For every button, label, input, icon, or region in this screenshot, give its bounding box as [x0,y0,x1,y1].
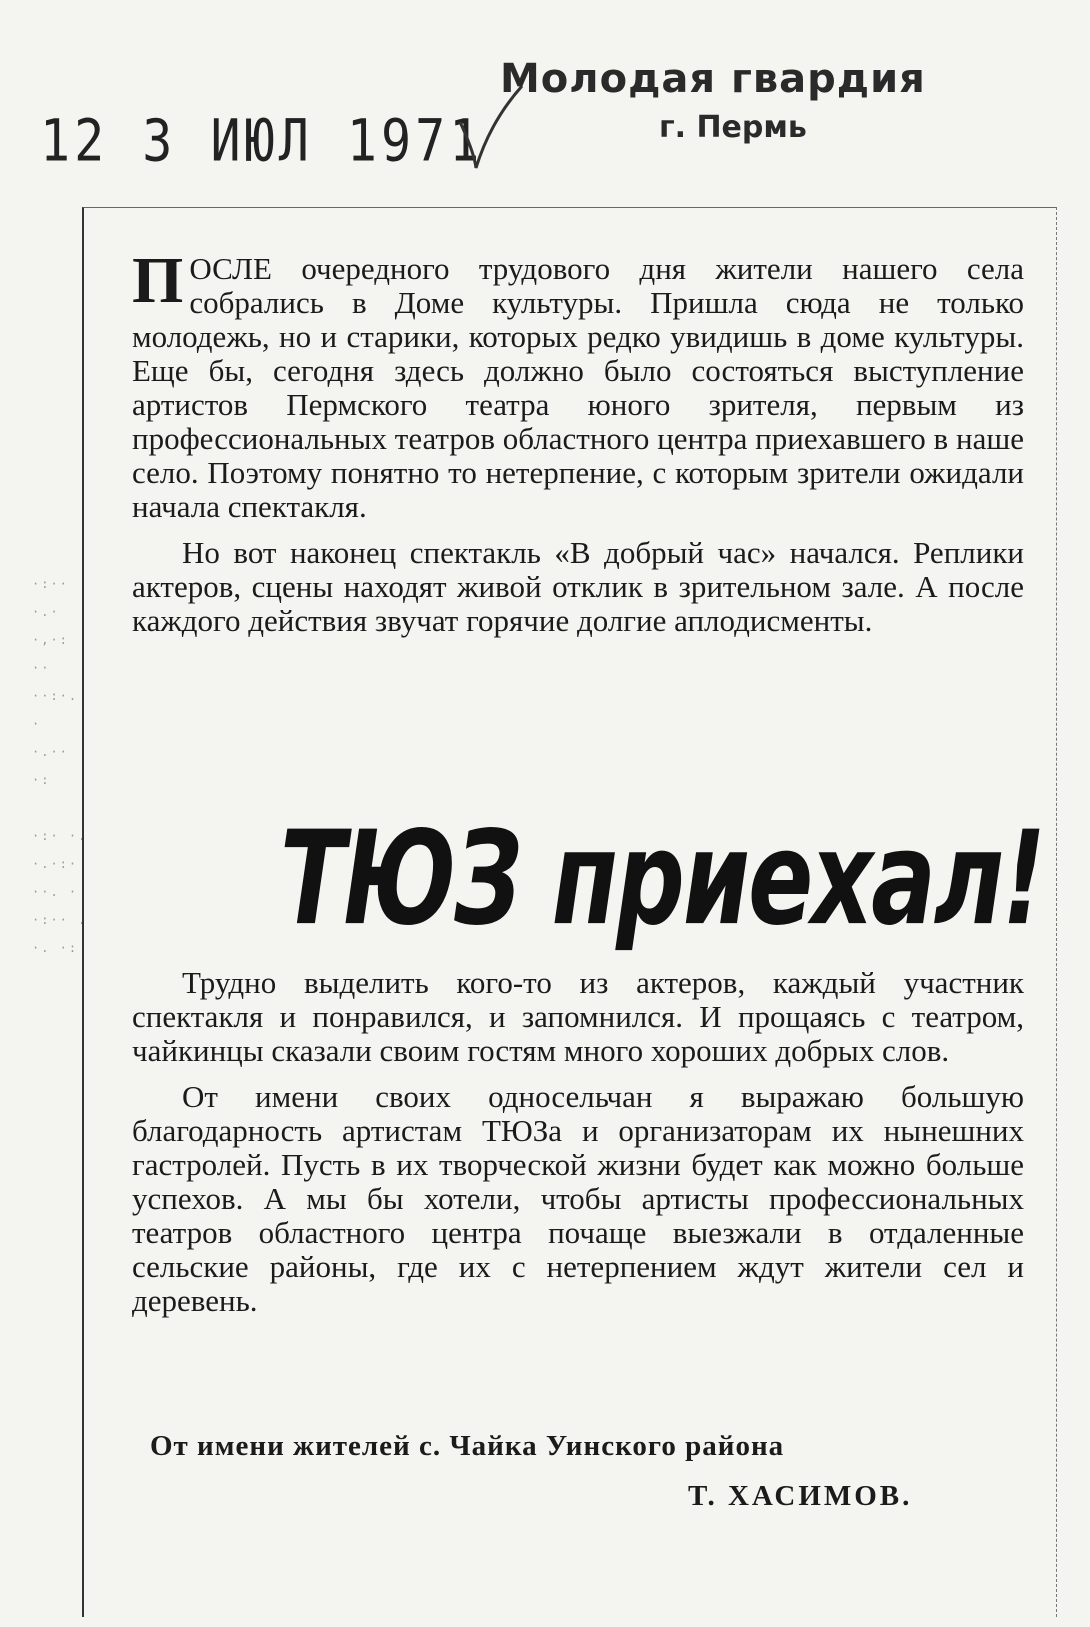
article-lead [132,244,1024,638]
newspaper-masthead [500,56,926,145]
paragraph-1: ПОСЛЕ очередного трудового дня жители нашего села собрались в Доме культуры. Пришла сюда не только молодежь, но и старики, которых редко увидишь в доме культуры. Еще бы, сегодня здесь должно было состояться выступление артистов Пермского театра юного зрителя, первым из профессиональных театров областного центра приехавшего в наше село. Поэтому понятно то нетерпение, с которым зрители ожидали начала спектакля. [132,244,1024,524]
author-name: Т. ХАСИМОВ. [688,1480,913,1512]
newspaper-title: Молодая гвардия [500,56,926,102]
newspaper-city: г. Пермь [658,110,807,145]
article-continuation [132,966,1024,1318]
article-headline: ТЮЗ приехал! [280,803,1045,955]
margin-bleed-through: ·:·· ·.· ·,·: ·· ··:·. · ·.·· ·: ·:· ·. ·.·:· ··. · ·:·· . ·. ·: [32,577,88,955]
paragraph-2: Но вот наконец спектакль «В добрый час» начался. Реплики актеров, сцены находят живой отклик в зрительном зале. А после каждого действия звучат горячие долгие аплодисменты. [132,535,1024,638]
signature-line: От имени жителей с. Чайка Уинского района [150,1430,785,1462]
paragraph-3: Трудно выделить кого-то из актеров, каждый участник спектакля и понравился, и запомнился. И прощаясь с театром, чайкинцы сказали своим гостям много хороших добрых слов. [132,965,1024,1068]
date-stamp: 12 3 ИЮЛ 1971 [40,107,484,175]
newspaper-clipping [82,207,1057,1617]
paragraph-4: От имени своих односельчан я выражаю большую благодарность артистам ТЮЗа и организаторам их нынешних гастролей. Пусть в их творческой жизни будет как можно больше успехов. А мы бы хотели, чтобы артисты профессиональных театров областного центра почаще выезжали в отдаленные сельские районы, где их с нетерпением ждут жители сел и деревень. [132,1079,1024,1318]
